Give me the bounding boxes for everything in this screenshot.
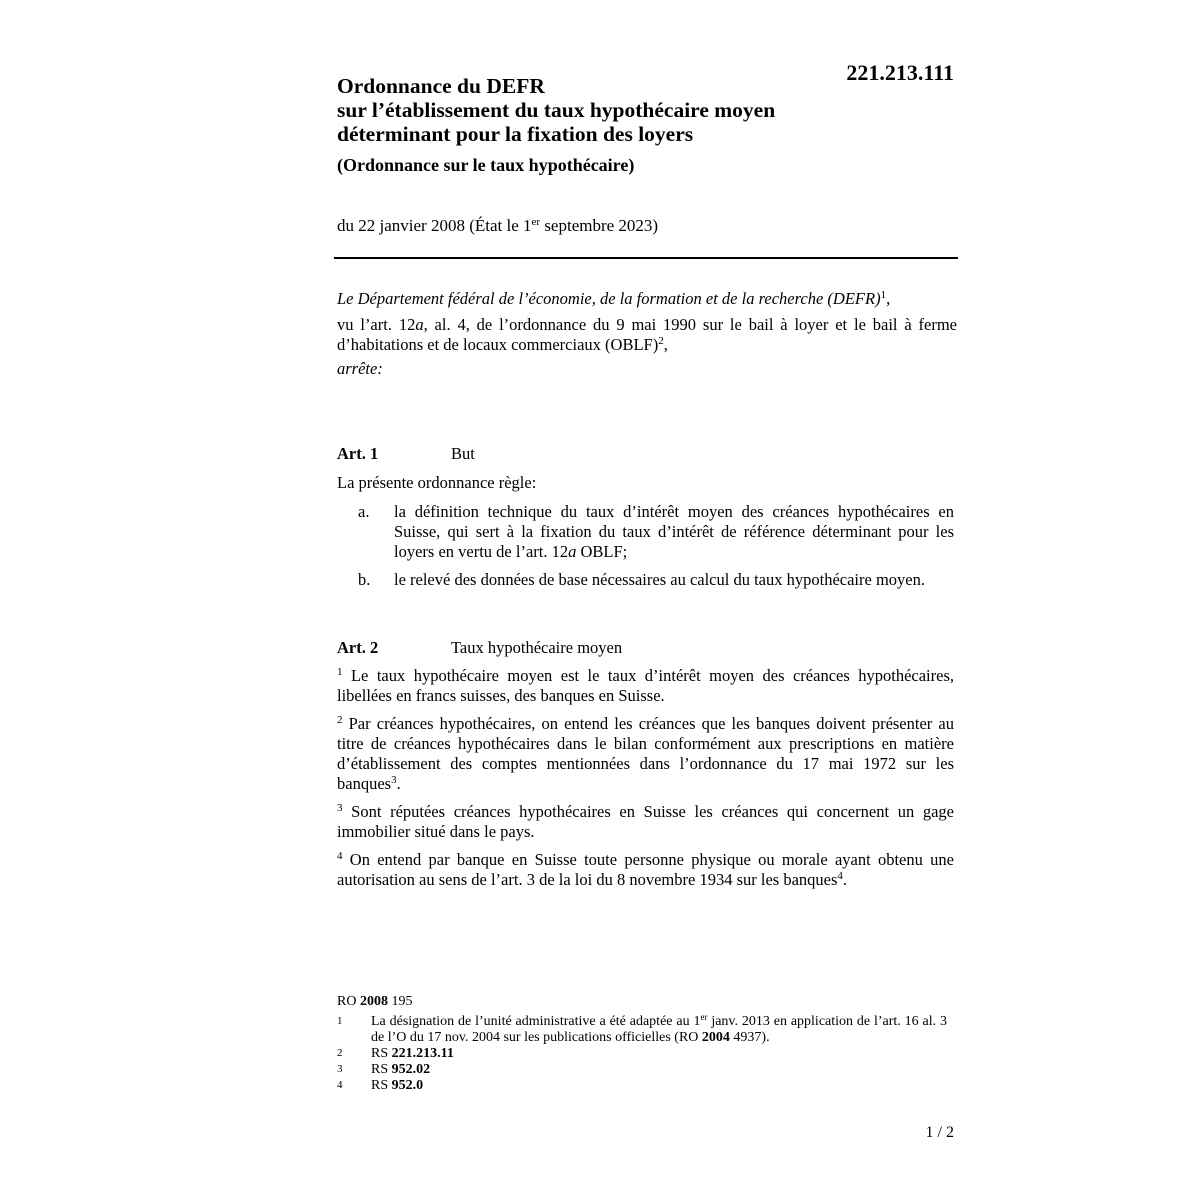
basis-text: vu l’art. 12	[337, 315, 416, 334]
footnote-text	[371, 1062, 947, 1078]
footnote-ref-4[interactable]: 4	[837, 870, 843, 882]
footnote-number: 4	[337, 1079, 343, 1091]
document-title	[337, 74, 897, 146]
authority-text: Le Département fédéral de l’économie, de la formation et de la recherche (DEFR)	[337, 289, 881, 308]
footnote-3	[337, 1062, 947, 1078]
article-2-paragraph-4	[337, 850, 954, 890]
sr-number: 221.213.111	[846, 60, 954, 85]
fn-text-a: RS	[371, 1078, 392, 1093]
title-line-1: Ordonnance du DEFR	[337, 74, 545, 98]
article-1-heading	[337, 444, 475, 464]
preamble-decree: arrête:	[337, 359, 383, 378]
article-2-heading	[337, 638, 622, 658]
article-2-paragraph-1	[337, 666, 954, 706]
paragraph-end: .	[396, 774, 401, 793]
footnote-number: 3	[337, 1063, 343, 1075]
preamble-basis	[337, 315, 957, 355]
footnote-1	[337, 1014, 947, 1046]
title-line-2: sur l’établissement du taux hypothécaire moyen	[337, 98, 776, 122]
footnote-text	[371, 1014, 947, 1046]
paragraph-end: .	[842, 870, 848, 889]
fn-text-c: 4937).	[729, 1030, 770, 1045]
document-subtitle: (Ordonnance sur le taux hypothécaire)	[337, 155, 635, 175]
article-2-paragraph-2	[337, 714, 954, 794]
article-1-item-a	[337, 502, 954, 562]
article-1-title: But	[451, 444, 475, 463]
article-1-body	[337, 473, 954, 598]
fn-text-a: RS	[371, 1062, 392, 1077]
page-number: 1 / 2	[925, 1124, 954, 1141]
document-date	[337, 216, 658, 236]
fn-sup: er	[700, 1012, 708, 1022]
footnotes	[337, 1014, 947, 1094]
fn-bold: 2004	[701, 1030, 730, 1045]
paragraph-number: 1	[337, 666, 343, 678]
fn-bold[interactable]: 221.213.11	[391, 1046, 454, 1061]
title-line-3: déterminant pour la fixation des loyers	[337, 122, 694, 146]
item-text-b: OBLF;	[576, 542, 628, 561]
paragraph-text: Le taux hypothécaire moyen est le taux d’intérêt moyen des créances hypothécaires, libellées en francs suisses, des banques en Suisse.	[337, 666, 954, 705]
date-prefix: du 22 janvier 2008 (État le 1	[337, 216, 532, 235]
article-1-intro: La présente ordonnance règle:	[337, 473, 537, 492]
footnote-number: 1	[337, 1015, 343, 1027]
footnote-ref-1[interactable]: 1	[880, 289, 887, 301]
item-letter: b.	[358, 570, 371, 589]
basis-end: ,	[663, 335, 668, 354]
paragraph-number: 3	[337, 802, 343, 814]
item-letter: a.	[358, 502, 370, 521]
date-sup: er	[531, 216, 541, 228]
paragraph-text: Par créances hypothécaires, on entend les créances que les banques doivent présenter au titre de créances hypothécaires dans le bilan conformément aux prescriptions en matière d’établissement des comptes mentionnées dans l’ordonnance du 17 mai 1972 sur les banques	[337, 714, 954, 793]
paragraph-text: On entend par banque en Suisse toute personne physique ou morale ayant obtenu une autorisation au sens de l’art. 3 de la loi du 8 novembre 1934 sur les banques	[337, 850, 954, 889]
article-2-number: Art. 2	[337, 638, 379, 657]
fn-text-b: janv. 2013 en application de l’art. 16 al. 3 de l’O du 17 nov. 2004 sur les publications officielles (RO	[371, 1014, 947, 1045]
article-1-number: Art. 1	[337, 444, 379, 463]
footnote-ref-3[interactable]: 3	[391, 774, 397, 786]
item-text-a: la définition technique du taux d’intérêt moyen des créances hypothécaires en Suisse, qui sert à la fixation du taux d’intérêt de référence déterminant pour les loyers en vertu de l’art. 12	[394, 502, 954, 561]
fn-bold[interactable]: 952.0	[391, 1078, 424, 1093]
footnote-2	[337, 1046, 947, 1062]
fn-text-a: RS	[371, 1046, 392, 1061]
footnote-ref-2[interactable]: 2	[658, 335, 664, 347]
article-1-item-b	[337, 570, 954, 590]
item-text-italic: a	[568, 542, 577, 561]
authority-end: ,	[886, 289, 891, 308]
footnote-4	[337, 1078, 947, 1094]
paragraph-number: 4	[337, 850, 343, 862]
basis-italic: a	[415, 315, 424, 334]
paragraph-text: Sont réputées créances hypothécaires en Suisse les créances qui concernent un gage immobilier situé dans le pays.	[337, 802, 954, 841]
article-2-title: Taux hypothécaire moyen	[451, 638, 623, 657]
ro-page: 195	[387, 994, 413, 1009]
footnote-text	[371, 1078, 947, 1094]
basis-rest: , al. 4, de l’ordonnance du 9 mai 1990 sur le bail à loyer et le bail à ferme d’habitations et de locaux commerciaux (OBLF)	[337, 315, 957, 354]
header-divider	[334, 257, 958, 259]
paragraph-number: 2	[337, 714, 343, 726]
article-2-paragraph-3	[337, 802, 954, 842]
article-2-body	[337, 666, 954, 898]
preamble	[337, 289, 957, 385]
footnote-number: 2	[337, 1047, 343, 1059]
item-text: le relevé des données de base nécessaires au calcul du taux hypothécaire moyen.	[394, 570, 925, 589]
fn-bold[interactable]: 952.02	[391, 1062, 431, 1077]
preamble-authority	[337, 289, 957, 309]
footnote-text	[371, 1046, 947, 1062]
official-compilation-reference	[337, 994, 412, 1010]
item-text	[394, 502, 954, 562]
ro-year: 2008	[359, 994, 388, 1009]
fn-text-a: La désignation de l’unité administrative a été adaptée au 1	[371, 1014, 701, 1029]
ro-prefix: RO	[337, 994, 360, 1009]
date-suffix: septembre 2023)	[540, 216, 659, 235]
